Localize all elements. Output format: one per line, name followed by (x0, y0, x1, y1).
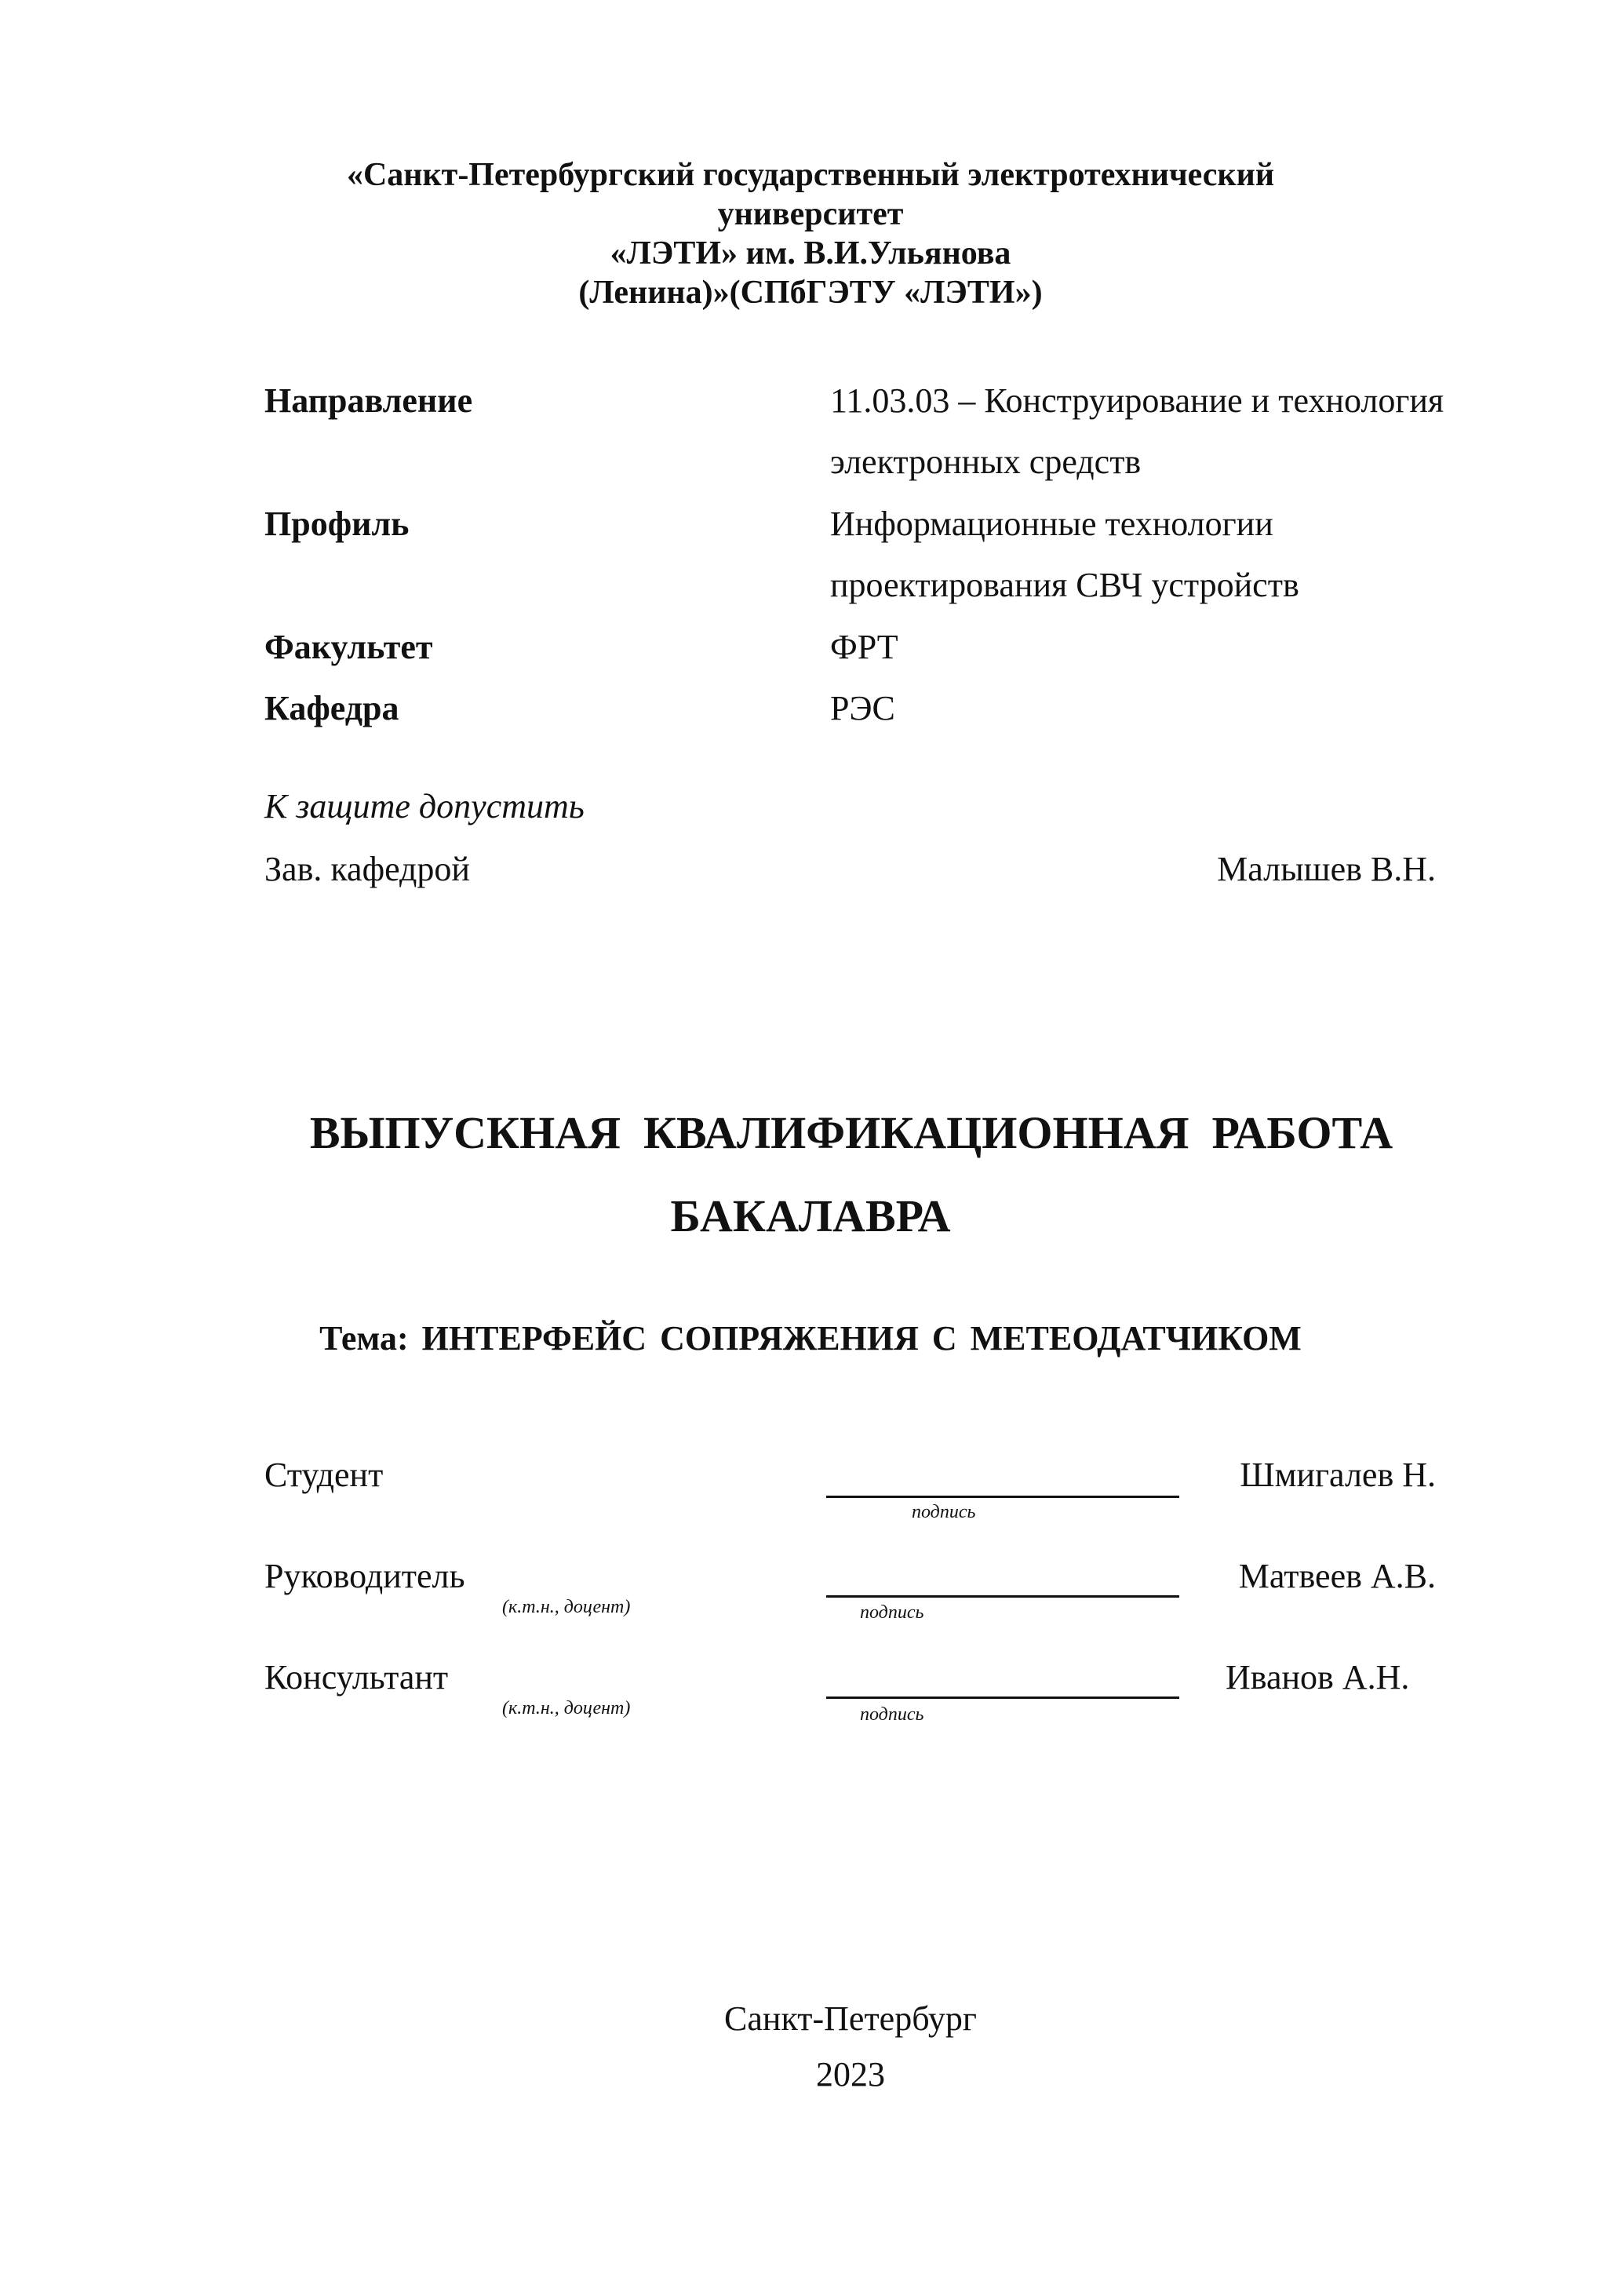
direction-value-2: электронных средств (830, 443, 1142, 481)
head-name: Малышев В.Н. (1217, 850, 1436, 888)
signature-line (826, 1696, 1179, 1699)
department-label: Кафедра (264, 689, 399, 727)
signature-role: Руководитель (264, 1557, 465, 1595)
signature-name: Матвеев А.В. (1238, 1557, 1436, 1595)
footer-year: 2023 (816, 2055, 885, 2094)
signature-role: Консультант (264, 1658, 449, 1696)
theme-line (0, 1318, 1621, 1358)
direction-label: Направление (264, 381, 473, 420)
signature-note: (к.т.н., доцент) (502, 1597, 631, 1617)
profile-value-2: проектирования СВЧ устройств (830, 566, 1299, 604)
profile-value-1: Информационные технологии (830, 505, 1273, 543)
signature-note: (к.т.н., доцент) (502, 1698, 631, 1718)
theme-value: ИНТЕРФЕЙС СОПРЯЖЕНИЯ С МЕТЕОДАТЧИКОМ (421, 1319, 1302, 1358)
university-line-1: «Санкт-Петербургский государственный электротехнический (346, 157, 1275, 193)
profile-label: Профиль (264, 505, 410, 543)
signature-name: Иванов А.Н. (1226, 1658, 1410, 1696)
university-line-4: (Ленина)»(СПбГЭТУ «ЛЭТИ») (578, 275, 1043, 311)
signature-line (826, 1595, 1179, 1598)
work-title-line-2: БАКАЛАВРА (670, 1190, 951, 1241)
signature-line (826, 1496, 1179, 1498)
signature-name: Шмигалев Н. (1240, 1456, 1436, 1494)
faculty-value: ФРТ (830, 628, 898, 666)
admit-text: К защите допустить (264, 787, 585, 825)
footer-city: Санкт-Петербург (724, 1999, 977, 2038)
signature-caption: подпись (860, 1602, 924, 1623)
signature-role: Студент (264, 1456, 384, 1494)
work-title-line-1: ВЫПУСКНАЯ КВАЛИФИКАЦИОННАЯ РАБОТА (309, 1107, 1393, 1158)
info-block (0, 370, 1621, 727)
head-label: Зав. кафедрой (264, 850, 470, 888)
theme-label: Тема: (319, 1319, 409, 1358)
direction-value-1: 11.03.03 – Конструирование и технология (830, 381, 1444, 420)
signature-caption: подпись (860, 1704, 924, 1725)
faculty-label: Факультет (264, 628, 433, 666)
signature-caption: подпись (912, 1502, 976, 1522)
university-line-3: «ЛЭТИ» им. В.И.Ульянова (610, 235, 1011, 272)
university-line-2: университет (717, 196, 904, 232)
department-value: РЭС (830, 689, 895, 727)
